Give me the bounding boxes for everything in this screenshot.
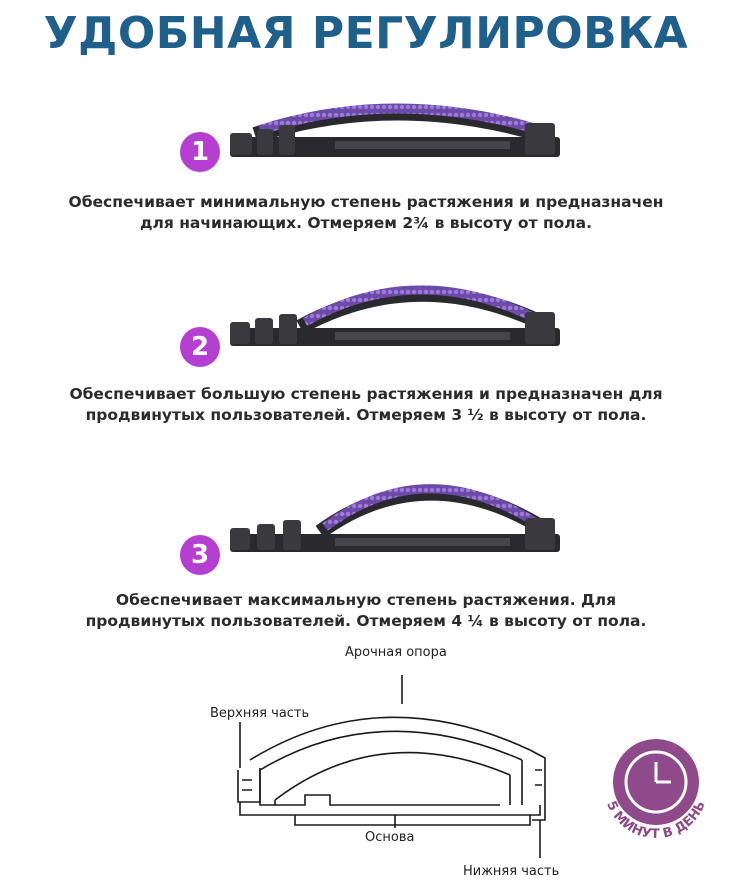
label-top-part: Верхняя часть: [210, 706, 310, 721]
clock-icon: [596, 724, 716, 859]
level-2-description: Обеспечивает большую степень растяжения и предназначен для продвинутых пользователей. Отмеряем 3 ½ в высоту от пола.: [69, 385, 663, 424]
parts-diagram: [200, 640, 580, 889]
level-1-description: Обеспечивает минимальную степень растяжения и предназначен для начинающих. Отмеряем 2¾ в высоту от пола.: [68, 193, 664, 232]
level-badge-1: 1: [180, 132, 220, 172]
level-badge-3: 3: [180, 535, 220, 575]
level-3-description: Обеспечивает максимальную степень растяжения. Для продвинутых пользователей. Отмеряем 4 ¼ в высоту от пола.: [85, 591, 647, 630]
stretcher-outline-diagram: [200, 640, 580, 885]
level-badge-2: 2: [180, 327, 220, 367]
stretcher-device-icon: [225, 272, 570, 362]
five-minutes-badge: [596, 724, 716, 859]
stretcher-device-icon: [225, 95, 570, 175]
badge-text: 5 МИНУТ В ДЕНЬ: [603, 798, 709, 843]
label-arch-support: Арочная опора: [345, 645, 447, 660]
stretcher-device-icon: [225, 462, 570, 562]
label-bottom-part: Нижняя часть: [463, 864, 560, 879]
label-base: Основа: [365, 830, 415, 845]
page-title: УДОБНАЯ РЕГУЛИРОВКА: [43, 8, 689, 59]
